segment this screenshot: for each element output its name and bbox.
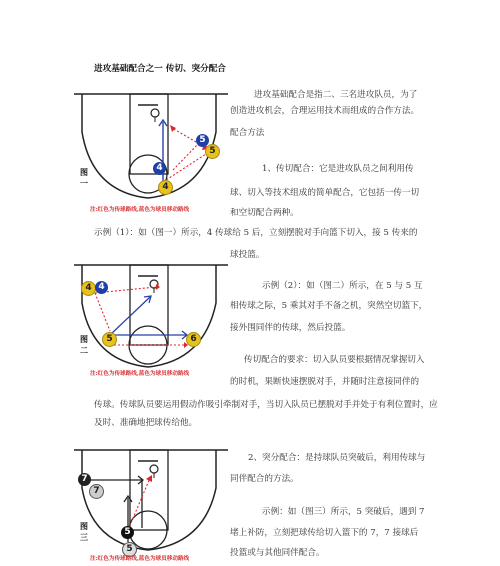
req-line-1: 传切配合的要求：切入队员要根据情况掌握切入 <box>244 355 425 365</box>
figure-1-label-bottom: 一 <box>80 178 88 188</box>
figure-3 <box>72 448 230 564</box>
player-4-defender: 4 <box>153 162 166 175</box>
example2-line-2: 相传球之际，5 乘其对手不备之机，突然空切篮下， <box>230 301 428 311</box>
intro-line-1: 进攻基础配合是指二、三名进攻队员，为了 <box>254 90 418 100</box>
example3-line-3: 投篮或与其他同伴配合。 <box>230 548 325 558</box>
player-5-defender: 5 <box>196 134 209 147</box>
intro-line-2: 创造进攻机会，合理运用技术而组成的合作方法。 <box>230 106 420 116</box>
page-title: 进攻基础配合之一 传切、突分配合 <box>94 64 226 74</box>
figure-1-caption: 注:红色为传球路线,蓝色为球员移动路线 <box>90 207 190 213</box>
figure-1 <box>72 92 230 218</box>
player-7-attacker: 7 <box>78 473 91 486</box>
figure-2-label-top: 图 <box>80 334 88 344</box>
sec2-line-2: 同伴配合的方法。 <box>230 474 299 484</box>
example3-line-1: 示例：如（图三）所示，5 突破后，遇到 7 <box>262 507 425 517</box>
player-4-attacker: 4 <box>158 180 173 195</box>
player-7-defender: 7 <box>89 484 104 499</box>
method-heading: 配合方法 <box>230 128 265 138</box>
player-6-attacker: 6 <box>186 332 201 347</box>
player-4-attacker: 4 <box>81 281 96 296</box>
figure-1-label-top: 图 <box>80 167 88 177</box>
court-diagram-3 <box>72 448 230 564</box>
player-5-defender: 5 <box>122 542 137 557</box>
req-line-4: 及时、准确地把球传给他。 <box>94 418 198 428</box>
player-5-attacker: 5 <box>102 332 117 347</box>
player-4-defender: 4 <box>95 281 108 294</box>
example2-line-1: 示例（2）：如（图二）所示，在 5 与 5 互 <box>262 281 423 291</box>
sec1-line-2: 球、切入等技术组成的简单配合，它包括一传一切 <box>230 188 420 198</box>
figure-3-caption: 注:红色为传球路线,蓝色为球员移动路线 <box>90 556 190 562</box>
figure-3-label-top: 图 <box>80 521 88 531</box>
req-line-3: 传球。传球队员要运用假动作吸引牵制对手，当切入队员已摆脱对手并处于有利位置时，应 <box>94 400 438 410</box>
figure-2 <box>72 263 230 387</box>
sec2-line-1: 2、突分配合：是持球队员突破后，利用传球与 <box>248 453 426 463</box>
figure-2-caption: 注:红色为传球路线,蓝色为球员移动路线 <box>90 371 190 377</box>
player-5-attacker: 5 <box>121 526 134 539</box>
example3-line-2: 堵上补防，立刻把球传给切入篮下的 7，7 接球后 <box>230 528 419 538</box>
figure-2-label-bottom: 二 <box>80 345 88 355</box>
example1-line-1: 示例（1）：如（图一）所示，4 传球给 5 后，立刻摆脱对手向篮下切入，接 5 传来的 <box>94 228 418 238</box>
example2-line-3: 接外围同伴的传球，然后投篮。 <box>230 323 351 333</box>
player-5-attacker: 5 <box>205 144 220 159</box>
sec1-line-3: 和空切配合两种。 <box>230 208 299 218</box>
sec1-line-1: 1、传切配合：它是进攻队员之间利用传 <box>262 164 414 174</box>
example1-line-2: 球投篮。 <box>230 250 265 260</box>
req-line-2: 的时机，果断快速摆脱对手，并随时注意接同伴的 <box>230 377 420 387</box>
figure-3-label-bottom: 三 <box>80 532 88 542</box>
